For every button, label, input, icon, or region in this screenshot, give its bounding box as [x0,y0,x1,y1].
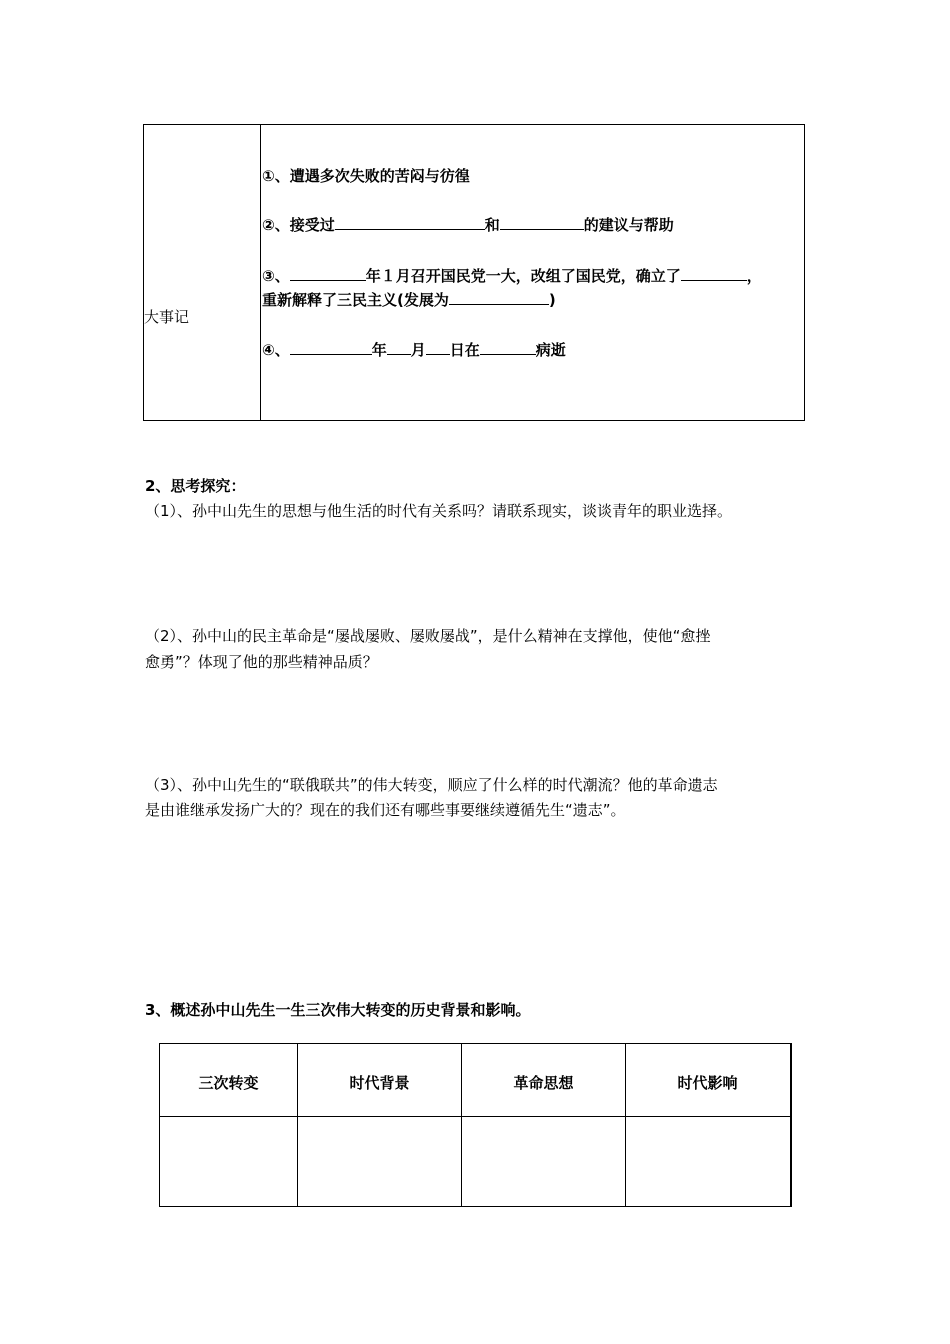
column-header-thought: 革命思想 [513,1074,574,1092]
question-3-line1: （3）、孙中山先生的“联俄联共”的伟大转变，顺应了什么样的时代潮流？他的革命遗志 [145,776,718,794]
table-cell-empty[interactable] [463,1118,624,1204]
event-item-2-and: 和 [484,216,500,234]
question-2-line2: 愈勇”？体现了他的那些精神品质？ [145,653,378,671]
event-item-1-text: ①、遭遇多次失败的苦闷与彷徨 [262,167,470,185]
blank-field[interactable] [290,266,366,281]
table-cell-empty[interactable] [627,1118,788,1204]
blank-field[interactable] [290,340,372,355]
question-1: （1）、孙中山先生的思想与他生活的时代有关系吗？请联系现实，谈谈青年的职业选择。 [145,502,733,520]
table-row-divider [160,1116,790,1117]
section2-heading: 2、思考探究： [145,477,246,495]
column-header-background: 时代背景 [349,1074,410,1092]
table-column-divider [297,1044,298,1206]
event-item-3 [262,265,762,286]
table-column-divider [625,1044,626,1206]
table-cell-empty[interactable] [160,1118,296,1204]
blank-field[interactable] [449,290,549,305]
events-divider [260,125,261,420]
blank-field[interactable] [426,340,450,355]
column-header-influence: 时代影响 [677,1074,738,1092]
event-item-2 [262,214,674,235]
event-item-3-middle: 年１月召开国民党一大，改组了国民党，确立了 [365,267,681,285]
event-item-2-suffix: 的建议与帮助 [583,216,674,234]
table-column-divider [461,1044,462,1206]
event-item-1 [262,165,470,186]
blank-field[interactable] [387,340,411,355]
event-item-4 [262,339,566,360]
section3-heading: 3、概述孙中山先生一生三次伟大转变的历史背景和影响。 [145,1001,531,1019]
blank-field[interactable] [335,215,485,230]
transform-table [159,1043,792,1207]
column-header-transformation: 三次转变 [198,1074,259,1092]
event-item-4-month: 月 [410,341,426,359]
blank-field[interactable] [500,215,584,230]
event-item-3-line2: 重新解释了三民主义(发展为 [262,291,449,309]
events-table [143,124,805,421]
event-item-3-cont [262,289,556,310]
event-item-4-year: 年 [371,341,387,359]
event-item-3-prefix: ③、 [262,267,290,285]
event-item-3-close: ) [548,291,556,309]
blank-field[interactable] [681,266,747,281]
question-3-line2: 是由谁继承发扬广大的？现在的我们还有哪些事要继续遵循先生“遗志”。 [145,801,626,819]
blank-field[interactable] [480,340,536,355]
event-item-3-comma: ， [746,267,762,285]
event-item-4-prefix: ④、 [262,341,290,359]
event-item-4-day: 日在 [449,341,480,359]
question-2-line1: （2）、孙中山的民主革命是“屡战屡败、屡败屡战”，是什么精神在支撑他，使他“愈挫 [145,627,711,645]
table-cell-empty[interactable] [299,1118,460,1204]
events-label: 大事记 [144,308,190,326]
event-item-4-suffix: 病逝 [535,341,566,359]
event-item-2-prefix: ②、接受过 [262,216,335,234]
